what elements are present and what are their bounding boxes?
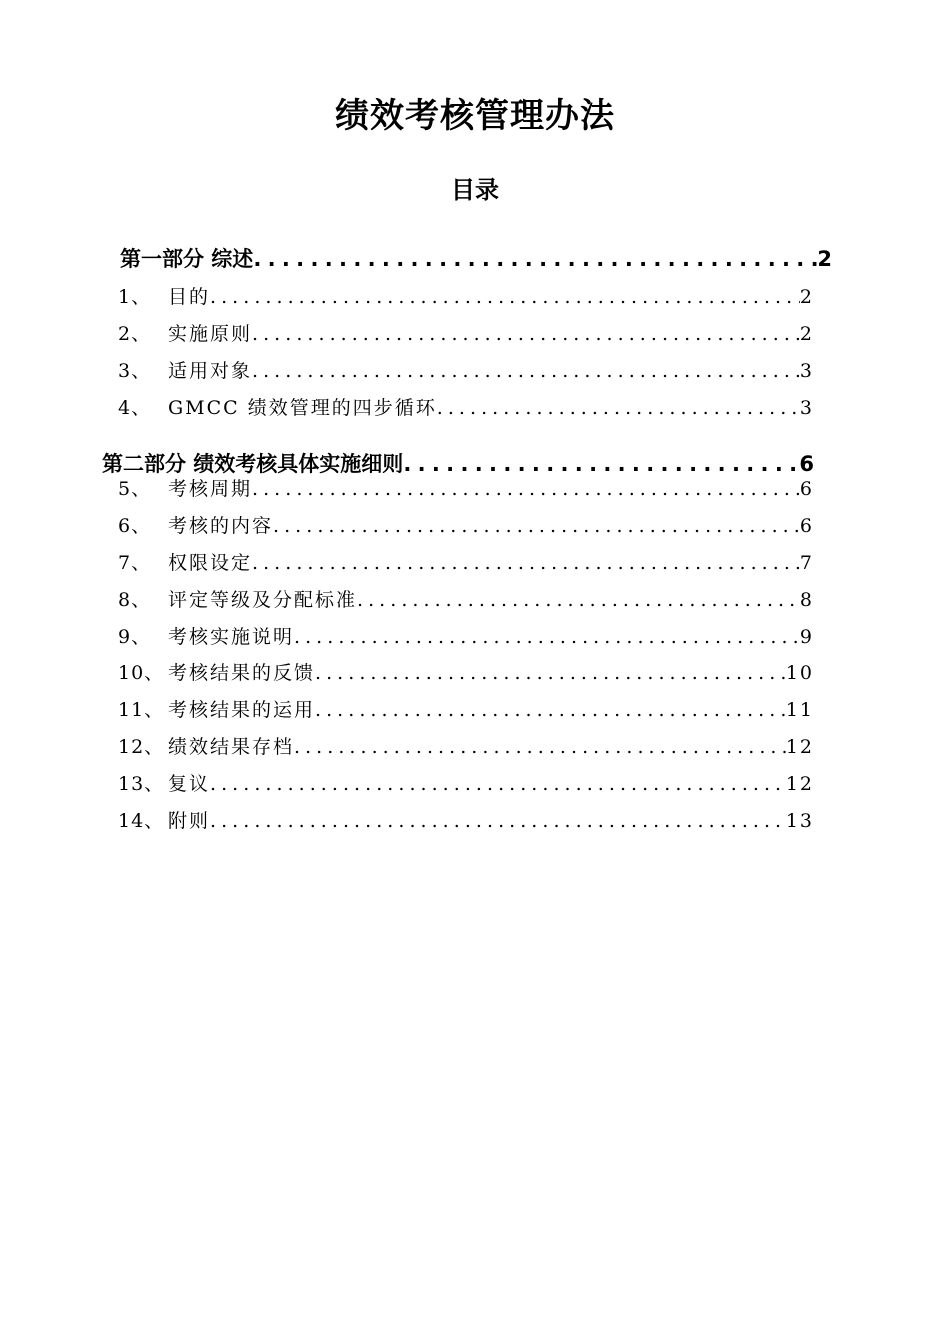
toc-item[interactable] — [118, 732, 814, 762]
toc-dot-leader — [294, 622, 800, 652]
toc-page-number: 6 — [799, 515, 814, 537]
toc-page-number: 10 — [785, 662, 814, 684]
toc-item-number: 5、 — [118, 478, 152, 500]
toc-item-number: 13、 — [118, 773, 165, 795]
toc-item-number: 7、 — [118, 552, 152, 574]
toc-item-number: 10、 — [118, 662, 165, 684]
toc-item[interactable] — [118, 393, 814, 423]
toc-page-number: 3 — [799, 397, 814, 419]
toc-dot-leader — [357, 585, 800, 615]
toc-item-label: 附则 — [168, 810, 211, 832]
toc-item-number: 2、 — [118, 323, 152, 345]
toc-page-number: 9 — [799, 626, 814, 648]
document-title: 绩效考核管理办法 — [335, 96, 615, 136]
toc-item-label: 评定等级及分配标准 — [168, 589, 358, 611]
toc-page-number: 2 — [799, 286, 814, 308]
toc-item[interactable] — [118, 806, 814, 836]
toc-part-label: 第一部分 综述 — [120, 247, 254, 271]
toc-item-label: 实施原则 — [168, 323, 253, 345]
toc-page-number: 7 — [799, 552, 814, 574]
toc-dot-leader — [273, 511, 800, 541]
toc-item-number: 6、 — [118, 515, 152, 537]
toc-item-number: 12、 — [118, 736, 165, 758]
toc-part-label: 第二部分 绩效考核具体实施细则 — [102, 452, 404, 476]
toc-dot-leader — [252, 319, 800, 349]
toc-item[interactable] — [118, 548, 814, 578]
toc-item-label: 考核结果的运用 — [168, 699, 316, 721]
toc-item-number: 8、 — [118, 589, 152, 611]
toc-page-number: 6 — [799, 452, 814, 476]
toc-item[interactable] — [118, 585, 814, 615]
toc-item-label: 考核实施说明 — [168, 626, 295, 648]
toc-item[interactable] — [118, 622, 814, 652]
toc-item-number: 11、 — [118, 699, 165, 721]
toc-dot-leader — [315, 695, 786, 725]
toc-page-number: 8 — [799, 589, 814, 611]
toc-item-number: 9、 — [118, 626, 152, 648]
toc-page-number: 12 — [785, 736, 814, 758]
toc-item-label: 考核的内容 — [168, 515, 274, 537]
toc-item[interactable] — [118, 319, 814, 349]
toc-dot-leader — [294, 732, 786, 762]
toc-item-number: 3、 — [118, 360, 152, 382]
toc-item-label: 目的 — [168, 286, 211, 308]
toc-dot-leader — [252, 474, 800, 504]
toc-heading: 目录 — [451, 176, 499, 204]
toc-item-label: 绩效结果存档 — [168, 736, 295, 758]
toc-dot-leader — [252, 548, 800, 578]
toc-dot-leader — [210, 282, 800, 312]
toc-page-number: 3 — [799, 360, 814, 382]
toc-item-label: 复议 — [168, 773, 211, 795]
toc-item-label: GMCC 绩效管理的四步循环 — [168, 397, 437, 419]
toc-dot-leader — [315, 658, 786, 688]
toc-dot-leader — [252, 356, 800, 386]
toc-page-number: 2 — [817, 247, 832, 271]
toc-page-number: 2 — [799, 323, 814, 345]
toc-item[interactable] — [118, 695, 814, 725]
toc-item-label: 适用对象 — [168, 360, 253, 382]
toc-part-1[interactable] — [120, 244, 832, 274]
toc-dot-leader — [437, 393, 800, 423]
toc-page-number: 6 — [799, 478, 814, 500]
toc-item[interactable] — [118, 658, 814, 688]
toc-item-number: 14、 — [118, 810, 165, 832]
toc-item[interactable] — [118, 282, 814, 312]
toc-dot-leader — [210, 769, 786, 799]
toc-item[interactable] — [118, 511, 814, 541]
toc-item[interactable] — [118, 474, 814, 504]
toc-item[interactable] — [118, 356, 814, 386]
toc-page-number: 12 — [785, 773, 814, 795]
toc-item-number: 4、 — [118, 397, 152, 419]
toc-dot-leader — [253, 244, 817, 274]
toc-page-number: 11 — [785, 699, 814, 721]
toc-item-label: 考核结果的反馈 — [168, 662, 316, 684]
toc-item[interactable] — [118, 769, 814, 799]
toc-item-number: 1、 — [118, 286, 152, 308]
toc-dot-leader — [210, 806, 786, 836]
toc-item-label: 权限设定 — [168, 552, 253, 574]
toc-item-label: 考核周期 — [168, 478, 253, 500]
toc-page-number: 13 — [785, 810, 814, 832]
